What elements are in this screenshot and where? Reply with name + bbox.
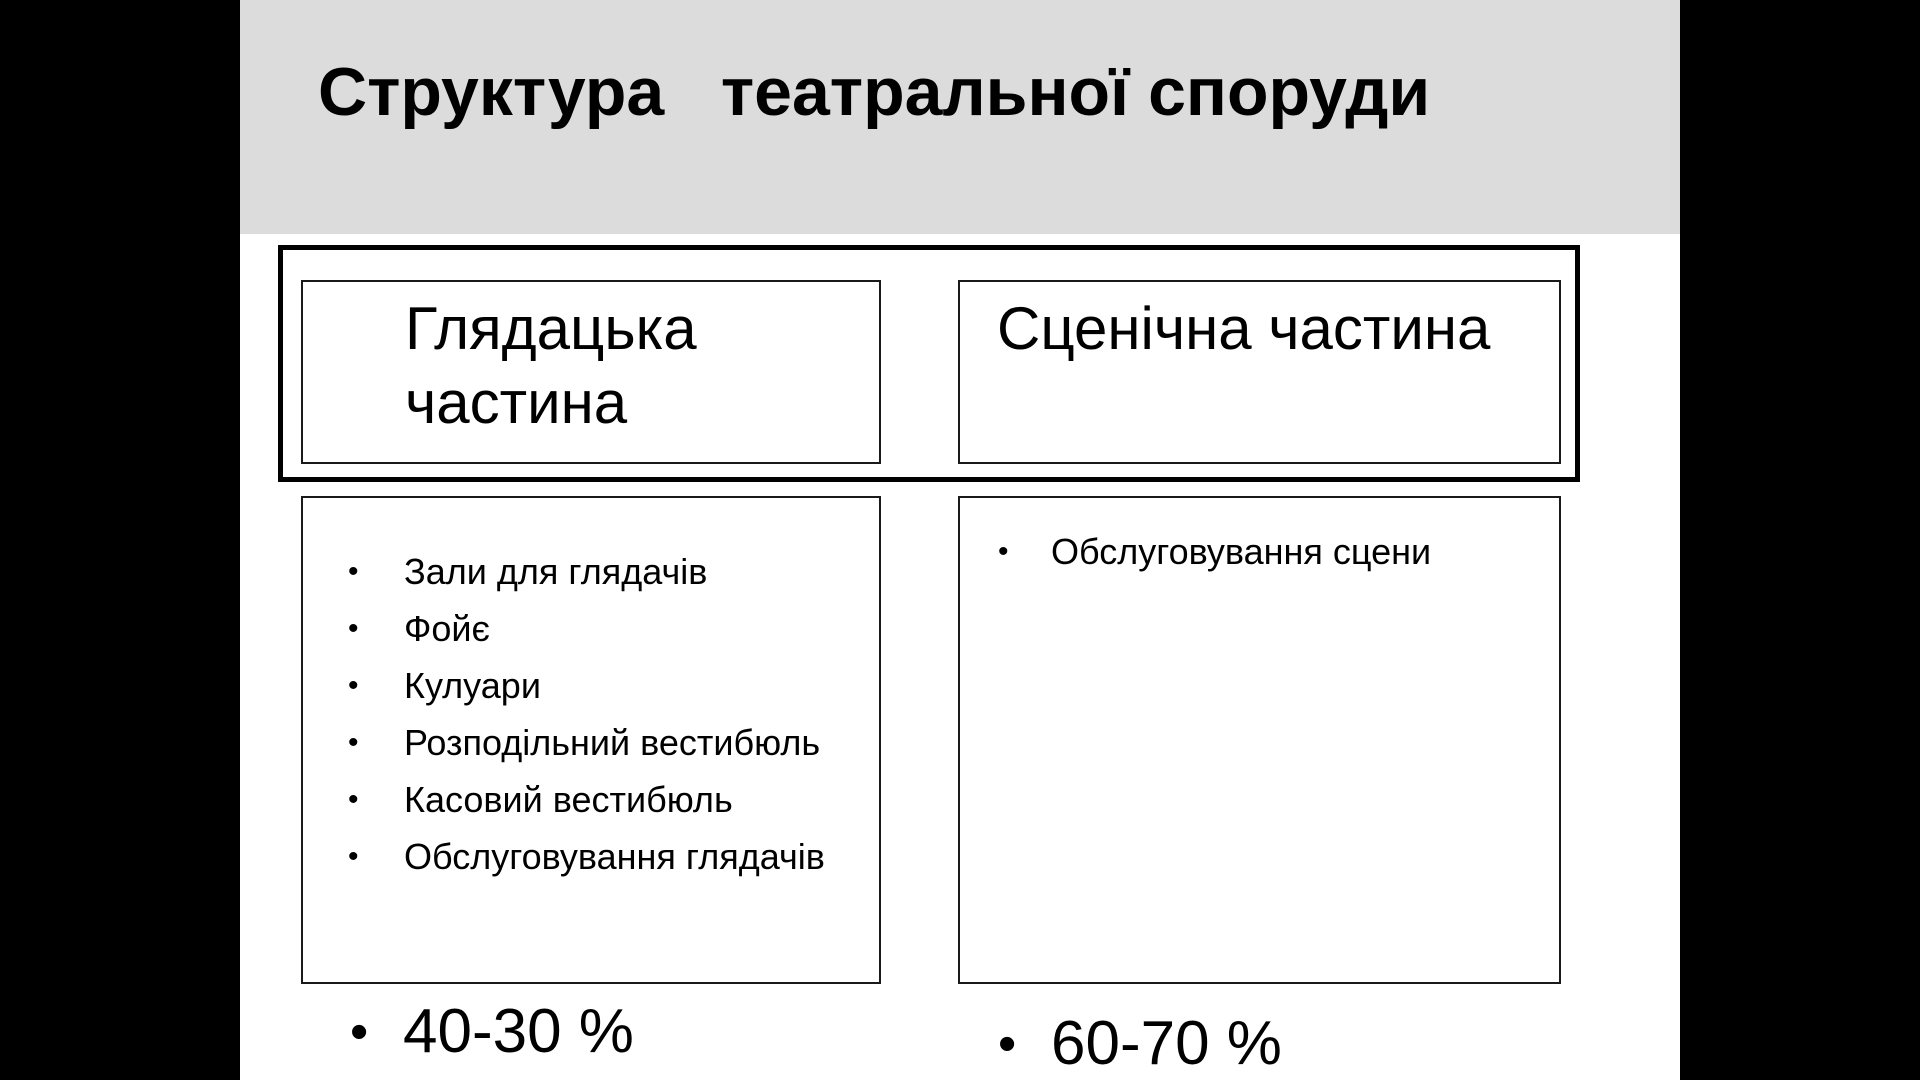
list-item <box>303 662 863 709</box>
list-item-text: Фойє <box>404 608 490 649</box>
left-heading: Глядацька частина <box>405 295 697 436</box>
right-heading: Сценічна частина <box>997 295 1491 362</box>
list-item <box>960 528 1550 575</box>
right-percentage-value: 60-70 % <box>1051 1009 1282 1078</box>
bullet-icon: • <box>348 783 359 816</box>
bullet-icon: • <box>348 840 359 873</box>
list-item <box>303 833 863 880</box>
list-item <box>303 548 863 595</box>
bullet-icon: • <box>998 1015 1017 1073</box>
bullet-icon: • <box>998 535 1009 568</box>
bullet-icon: • <box>348 669 359 702</box>
bullet-icon: • <box>348 726 359 759</box>
bullet-icon: • <box>350 1003 369 1061</box>
list-item <box>303 776 863 823</box>
right-list-box <box>958 496 1561 984</box>
list-item-text: Зали для глядачів <box>404 551 708 592</box>
slide <box>240 0 1680 1080</box>
list-item-text: Кулуари <box>404 665 541 706</box>
right-item-list <box>960 528 1550 585</box>
title-band <box>240 0 1680 234</box>
left-item-list <box>303 548 863 890</box>
list-item-text: Розподільний вестибюль <box>404 722 821 763</box>
list-item <box>303 605 863 652</box>
left-percentage <box>350 996 634 1068</box>
bullet-icon: • <box>348 555 359 588</box>
slide-title: Структура театральної споруди <box>318 54 1431 130</box>
right-percentage <box>998 1008 1282 1080</box>
right-heading-box <box>958 280 1561 464</box>
list-item-text: Обслуговування сцени <box>1051 531 1432 572</box>
list-item-text: Обслуговування глядачів <box>404 836 825 877</box>
left-heading-box <box>301 280 881 464</box>
bullet-icon: • <box>348 612 359 645</box>
list-item <box>303 719 863 766</box>
left-percentage-value: 40-30 % <box>403 997 634 1066</box>
list-item-text: Касовий вестибюль <box>404 779 733 820</box>
left-list-box <box>301 496 881 984</box>
